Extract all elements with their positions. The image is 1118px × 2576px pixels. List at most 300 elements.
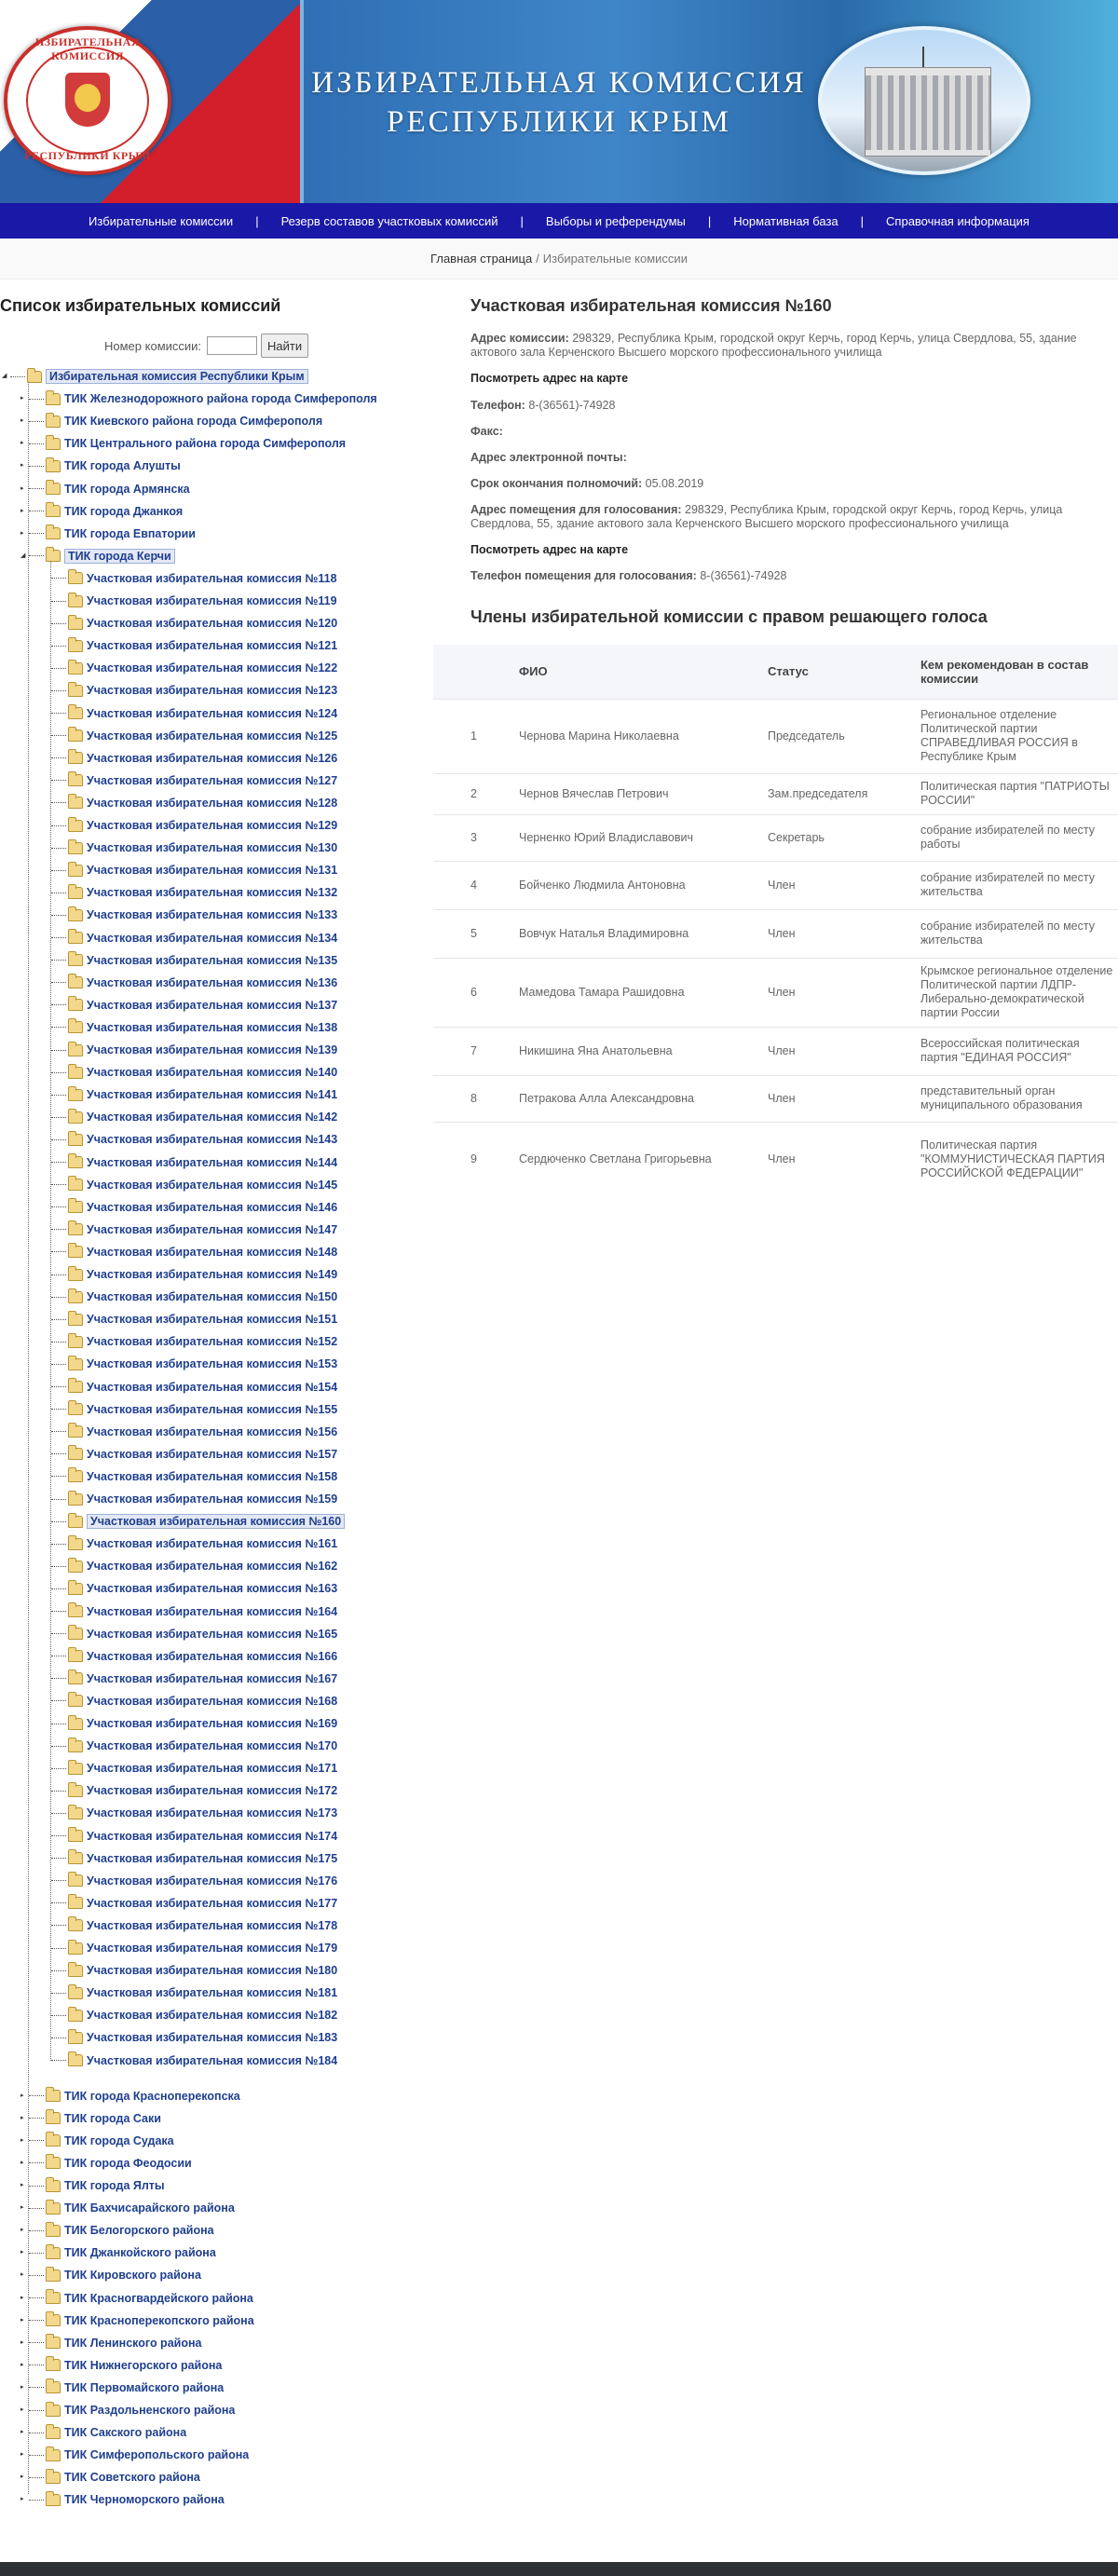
tree-node-label[interactable]: ТИК города Евпатории [64, 526, 196, 540]
tree-expand-icon[interactable]: ▸ [20, 2136, 24, 2144]
tree-node-label[interactable]: Участковая избирательная комиссия №144 [87, 1155, 338, 1169]
tree-node-uik[interactable] [43, 837, 337, 859]
tree-node-tik[interactable] [20, 2444, 249, 2466]
tree-node-label[interactable]: Участковая избирательная комиссия №124 [87, 706, 338, 720]
tree-node-tik[interactable] [20, 2219, 214, 2242]
tree-node-label[interactable]: Участковая избирательная комиссия №171 [87, 1762, 338, 1776]
tree-node-label[interactable]: Участковая избирательная комиссия №157 [87, 1447, 338, 1461]
folder-icon [46, 2225, 61, 2237]
tree-node-label[interactable]: ТИК Железнодорожного района города Симферополя [64, 392, 377, 406]
member-status: Председатель [768, 699, 920, 773]
tree-node-uik[interactable] [43, 1421, 337, 1443]
tree-node-label[interactable]: Участковая избирательная комиссия №148 [87, 1245, 338, 1259]
tree-node-uik[interactable] [43, 747, 337, 770]
tree-expand-icon [43, 979, 50, 987]
tree-expand-icon[interactable]: ▸ [20, 2361, 24, 2368]
tree-node-label[interactable]: Участковая избирательная комиссия №145 [87, 1178, 338, 1192]
tree-node-uik[interactable] [43, 612, 337, 634]
tree-node-uik[interactable] [43, 1106, 337, 1128]
nav-separator: | [860, 213, 865, 228]
tree-node-tik[interactable] [20, 2354, 222, 2377]
tree-node-uik[interactable] [43, 1668, 337, 1690]
tree-expand-icon[interactable]: ▸ [20, 462, 24, 470]
tree-node-uik[interactable] [43, 1152, 337, 1174]
tree-node-tik[interactable] [20, 2152, 192, 2174]
tree-node-label[interactable]: Участковая избирательная комиссия №126 [87, 751, 338, 765]
tree-node-label[interactable]: ТИК Раздольненского района [64, 2404, 236, 2417]
nav-item[interactable]: Справочная информация [886, 213, 1029, 228]
tree-connector [51, 623, 66, 624]
nav-item[interactable]: Выборы и референдумы [545, 213, 686, 228]
tree-node-tik[interactable] [20, 2466, 200, 2488]
folder-icon [46, 2449, 61, 2461]
tree-node-uik[interactable] [43, 1196, 337, 1219]
tree-node-label[interactable]: Участковая избирательная комиссия №137 [87, 998, 338, 1012]
folder-icon [68, 1650, 83, 1662]
tree-node-label[interactable]: Участковая избирательная комиссия №134 [87, 931, 338, 945]
tree-expand-icon [43, 1787, 50, 1794]
tree-node-label[interactable]: Участковая избирательная комиссия №180 [87, 1964, 338, 1978]
tree-node-label[interactable]: Участковая избирательная комиссия №156 [87, 1424, 338, 1438]
tree-node-label[interactable]: Участковая избирательная комиссия №138 [87, 1020, 338, 1034]
tree-node-uik[interactable] [43, 814, 337, 837]
tree-expand-icon[interactable]: ▸ [20, 2451, 24, 2459]
tree-node-uik[interactable] [43, 1847, 337, 1870]
tree-expand-icon[interactable]: ▸ [20, 2406, 24, 2413]
tree-node-tik[interactable] [20, 2174, 165, 2197]
tree-connector [29, 2140, 44, 2141]
tree-node-uik[interactable] [43, 1982, 337, 2004]
tree-node-label[interactable]: ТИК Кировского района [64, 2269, 201, 2283]
tree-node-label[interactable]: Участковая избирательная комиссия №163 [87, 1582, 338, 1596]
folder-icon [68, 1561, 83, 1573]
tree-expand-icon[interactable]: ▸ [20, 2182, 24, 2188]
tree-node-uik[interactable] [43, 1915, 337, 1937]
tree-node-label[interactable]: Участковая избирательная комиссия №127 [87, 773, 338, 787]
tree-node-label[interactable]: Участковая избирательная комиссия №152 [87, 1335, 338, 1349]
tree-node-label[interactable]: ТИК города Судака [64, 2133, 174, 2147]
tree-node-uik[interactable] [43, 881, 337, 904]
tree-expand-icon[interactable]: ▸ [20, 2227, 24, 2234]
tree-node-label[interactable]: ТИК города Ялты [64, 2179, 165, 2192]
tree-node-label[interactable]: Участковая избирательная комиссия №122 [87, 661, 338, 675]
tree-node-uik[interactable] [43, 1555, 337, 1577]
breadcrumb-current: Избирательные комиссии [542, 252, 688, 266]
tree-node-label[interactable]: Участковая избирательная комиссия №131 [87, 864, 338, 878]
col-num-header [433, 645, 519, 699]
tree-node-label[interactable]: Участковая избирательная комиссия №162 [87, 1560, 338, 1574]
tree-collapse-icon[interactable]: ◢ [20, 552, 26, 559]
tree-connector [51, 735, 66, 736]
commission-emblem-logo[interactable] [4, 26, 171, 175]
tree-node-uik[interactable] [43, 1937, 337, 1959]
tree-node-label[interactable]: Участковая избирательная комиссия №121 [87, 639, 338, 653]
folder-icon [68, 729, 83, 742]
folder-icon [46, 505, 61, 517]
tree-expand-icon [43, 1585, 50, 1592]
tree-node-label[interactable]: Участковая избирательная комиссия №128 [87, 796, 338, 810]
tree-node-label[interactable]: Участковая избирательная комиссия №146 [87, 1200, 338, 1214]
tree-node-label[interactable]: Участковая избирательная комиссия №118 [87, 571, 337, 585]
tree-expand-icon[interactable]: ▸ [20, 2338, 24, 2346]
nav-item[interactable]: Избирательные комиссии [89, 213, 234, 228]
tree-node-tik[interactable] [20, 2421, 186, 2444]
tree-node-tik[interactable] [20, 2197, 235, 2219]
tree-connector [51, 1768, 66, 1769]
tree-collapse-icon[interactable]: ◢ [2, 373, 7, 379]
tree-node-label[interactable]: ТИК Черноморского района [64, 2493, 225, 2507]
tree-node-uik[interactable] [43, 567, 337, 590]
tree-node-tik[interactable] [20, 478, 190, 500]
voting-phone-value: 8-(36561)-74928 [700, 569, 787, 582]
tree-expand-icon[interactable]: ▸ [20, 2271, 24, 2279]
tree-node-label[interactable]: Участковая избирательная комиссия №136 [87, 975, 338, 989]
tree-node-label[interactable]: Участковая избирательная комиссия №165 [87, 1627, 338, 1641]
tree-node-uik[interactable] [43, 1039, 337, 1061]
tree-node-tik[interactable] [20, 2287, 253, 2310]
tree-expand-icon[interactable]: ▸ [20, 2114, 24, 2121]
tree-node-label[interactable]: Участковая избирательная комиссия №179 [87, 1942, 338, 1955]
tree-connector [51, 915, 66, 916]
commission-number-input[interactable] [207, 336, 257, 355]
tree-node-label[interactable]: ТИК Киевского района города Симферополя [64, 415, 323, 429]
tree-node-uik[interactable] [43, 1802, 337, 1824]
tree-node-label[interactable]: Участковая избирательная комиссия №177 [87, 1896, 338, 1910]
tree-node-tik[interactable] [20, 2332, 201, 2354]
tree-node-uik[interactable] [43, 1061, 337, 1084]
tree-node-label[interactable]: Участковая избирательная комиссия №168 [87, 1694, 338, 1708]
tree-connector [51, 713, 66, 714]
tree-node-uik[interactable] [43, 1757, 337, 1779]
tree-node-label[interactable]: Участковая избирательная комиссия №178 [87, 1918, 338, 1932]
tree-node-uik[interactable] [43, 1870, 337, 1892]
tree-node-label[interactable]: Участковая избирательная комиссия №151 [87, 1313, 338, 1327]
tree-expand-icon[interactable]: ▸ [20, 2294, 24, 2301]
tree-connector [51, 1925, 66, 1926]
tree-node-label[interactable]: ТИК города Армянска [64, 482, 190, 496]
tree-node-uik[interactable] [43, 1330, 337, 1353]
tree-node-label[interactable]: Участковая избирательная комиссия №184 [87, 2053, 338, 2067]
tree-node-label[interactable]: Участковая избирательная комиссия №147 [87, 1222, 338, 1236]
folder-icon [46, 2090, 61, 2102]
tree-expand-icon[interactable]: ▸ [20, 2316, 24, 2324]
tree-expand-icon[interactable]: ▸ [20, 2092, 24, 2099]
tree-node-label[interactable]: Участковая избирательная комиссия №154 [87, 1380, 338, 1394]
tree-node-label[interactable]: Участковая избирательная комиссия №149 [87, 1268, 338, 1281]
nav-item[interactable]: Нормативная база [733, 213, 838, 228]
tree-node-uik[interactable] [43, 2026, 337, 2049]
tree-node-uik[interactable] [43, 1084, 337, 1106]
folder-icon [68, 1672, 83, 1684]
tree-node-uik[interactable] [43, 1892, 337, 1915]
tree-node-label[interactable]: Участковая избирательная комиссия №141 [87, 1088, 338, 1102]
folder-icon [27, 371, 42, 383]
folder-icon [68, 1852, 83, 1864]
tree-node-tik[interactable] [20, 2488, 225, 2511]
tree-node-label[interactable]: ТИК города Саки [64, 2111, 161, 2125]
tree-node-uik[interactable] [43, 770, 337, 792]
tree-node-uik[interactable] [43, 1510, 345, 1533]
tree-node-label[interactable]: Участковая избирательная комиссия №173 [87, 1806, 338, 1820]
tree-node-label[interactable]: Участковая избирательная комиссия №161 [87, 1537, 338, 1551]
tree-node-uik[interactable] [43, 1263, 337, 1286]
tree-node-label[interactable]: ТИК города Красноперекопска [64, 2089, 240, 2103]
tree-expand-icon[interactable]: ▸ [20, 2496, 24, 2503]
tree-connector [51, 1880, 66, 1881]
tree-node-label[interactable]: Участковая избирательная комиссия №174 [87, 1829, 338, 1843]
tree-node-uik[interactable] [43, 1174, 337, 1196]
folder-icon [68, 1493, 83, 1506]
tree-node-label[interactable]: ТИК Красногвардейского района [64, 2291, 253, 2305]
tree-node-uik[interactable] [43, 1241, 337, 1263]
tree-node-label[interactable]: Участковая избирательная комиссия №123 [87, 684, 338, 698]
tree-connector [51, 1297, 66, 1298]
tree-node-uik[interactable] [43, 1959, 337, 1982]
tree-node-label[interactable]: ТИК Советского района [64, 2471, 200, 2485]
tree-node-label[interactable]: Участковая избирательная комиссия №143 [87, 1133, 338, 1147]
tree-connector [51, 848, 66, 849]
tree-node-uik[interactable] [43, 725, 337, 747]
tree-node-tik-expanded[interactable] [20, 545, 175, 567]
tree-node-label[interactable]: ТИК города Керчи [64, 549, 175, 564]
tree-expand-icon[interactable]: ▸ [20, 2159, 24, 2166]
tree-connector [51, 1095, 66, 1096]
voting-address-value: 298329, Республика Крым, городской округ Керчь, город Керчь, улица Свердлова, 55, здание актового зала Керченского Высшего морского профессионального училища [470, 503, 1063, 530]
tree-node-label[interactable]: Участковая избирательная комиссия №140 [87, 1066, 338, 1080]
folder-icon [68, 1538, 83, 1550]
tree-node-tik[interactable] [20, 2377, 224, 2399]
tree-node-label[interactable]: Участковая избирательная комиссия №183 [87, 2031, 338, 2045]
tree-expand-icon [43, 822, 50, 829]
tree-expand-icon[interactable]: ▸ [20, 507, 24, 514]
tree-node-uik[interactable] [43, 1779, 337, 1802]
member-status: Член [768, 1122, 920, 1196]
commission-title: Участковая избирательная комиссия №160 [470, 296, 832, 315]
tree-node-uik[interactable] [43, 1353, 337, 1375]
tree-connector [29, 2208, 44, 2209]
tree-node-uik[interactable] [43, 1601, 337, 1623]
tree-node-tik[interactable] [20, 388, 377, 410]
tree-node-label[interactable]: Участковая избирательная комиссия №130 [87, 841, 338, 855]
member-row [433, 1075, 1118, 1122]
tree-node-label[interactable]: Участковая избирательная комиссия №119 [87, 594, 337, 607]
tree-node-uik[interactable] [43, 1533, 337, 1555]
tree-expand-icon[interactable]: ▸ [20, 2429, 24, 2436]
nav-item[interactable]: Резерв составов участковых комиссий [280, 213, 498, 228]
tree-node-label[interactable]: Участковая избирательная комиссия №159 [87, 1492, 338, 1506]
tree-connector [51, 1835, 66, 1836]
tree-node-uik[interactable] [43, 949, 337, 972]
tree-expand-icon[interactable]: ▸ [20, 484, 24, 492]
tree-node-tik[interactable] [20, 500, 183, 523]
folder-icon [68, 1628, 83, 1640]
tree-node-uik[interactable] [43, 2004, 337, 2026]
tree-expand-icon[interactable]: ▸ [20, 2204, 24, 2212]
tree-node-label[interactable]: Участковая избирательная комиссия №120 [87, 617, 338, 631]
tree-node-label[interactable]: ТИК Сакского района [64, 2426, 187, 2440]
tree-connector [51, 1117, 66, 1118]
tree-expand-icon[interactable]: ▸ [20, 2383, 24, 2391]
tree-node-uik[interactable] [43, 1308, 337, 1330]
tree-node-label[interactable]: ТИК Джанкойского района [64, 2246, 216, 2260]
tree-node-label[interactable]: Участковая избирательная комиссия №169 [87, 1717, 338, 1730]
building-facade [865, 67, 991, 157]
emblem-text-top: ИЗБИРАТЕЛЬНАЯ КОМИССИЯ [34, 35, 141, 62]
member-recommended: собрание избирателей по месту жительства [920, 861, 1118, 909]
tree-node-label[interactable]: Участковая избирательная комиссия №170 [87, 1739, 338, 1753]
tree-node-tik[interactable] [20, 410, 322, 432]
tree-node-label[interactable]: Участковая избирательная комиссия №155 [87, 1402, 338, 1416]
folder-icon [68, 1381, 83, 1393]
tree-node-tik[interactable] [20, 2310, 254, 2332]
tree-connector [29, 2297, 44, 2298]
tree-node-uik[interactable] [43, 2050, 337, 2072]
tree-node-label[interactable]: ТИК Нижнегорского района [64, 2358, 223, 2372]
tree-connector [51, 1633, 66, 1634]
tree-node-label[interactable]: Участковая избирательная комиссия №172 [87, 1784, 338, 1798]
folder-icon [68, 1201, 83, 1213]
tree-node-uik[interactable] [43, 927, 337, 949]
breadcrumb-home-link[interactable]: Главная страница [430, 252, 533, 266]
tree-node-uik[interactable] [43, 590, 337, 612]
tree-node-label[interactable]: Участковая избирательная комиссия №166 [87, 1649, 338, 1663]
tree-node-uik[interactable] [43, 1398, 337, 1421]
tree-node-tik[interactable] [20, 2264, 201, 2286]
tree-node-tik[interactable] [20, 455, 181, 477]
tree-node-label[interactable]: ТИК города Феодосии [64, 2156, 192, 2170]
tree-node-label[interactable]: ТИК Красноперекопского района [64, 2313, 254, 2327]
tree-node-label[interactable]: ТИК Симферопольского района [64, 2448, 250, 2462]
tree-node-label[interactable]: ТИК Центрального района города Симферополя [64, 437, 347, 451]
tree-node-uik[interactable] [43, 792, 337, 814]
tree-node-label[interactable]: Участковая избирательная комиссия №176 [87, 1874, 338, 1888]
tree-connector [51, 757, 66, 758]
folder-icon [68, 1695, 83, 1707]
tree-node-uik[interactable] [43, 1623, 337, 1645]
tree-connector [51, 646, 66, 647]
commission-phone [470, 399, 1113, 413]
tree-node-uik[interactable] [43, 1465, 337, 1488]
map-link-commission[interactable]: Посмотреть адрес на карте [470, 372, 629, 385]
tree-expand-icon[interactable]: ▸ [20, 2249, 24, 2256]
tree-expand-icon[interactable]: ▸ [20, 440, 24, 447]
folder-icon [68, 1269, 83, 1281]
tree-node-uik[interactable] [43, 904, 337, 926]
tree-node-uik[interactable] [43, 859, 337, 881]
tree-node-label[interactable]: Участковая избирательная комиссия №164 [87, 1604, 338, 1618]
tree-node-label[interactable]: ТИК Первомайского района [64, 2380, 225, 2394]
tree-node-label[interactable]: Участковая избирательная комиссия №142 [87, 1111, 338, 1124]
tree-node-uik[interactable] [43, 1488, 337, 1510]
tree-node-tik[interactable] [20, 432, 346, 455]
tree-node-uik[interactable] [43, 1376, 337, 1398]
tree-node-tik[interactable] [20, 2085, 240, 2107]
tree-expand-icon [43, 732, 50, 740]
tree-node-label[interactable]: Участковая избирательная комиссия №182 [87, 2009, 338, 2023]
tree-node-uik[interactable] [43, 1690, 337, 1712]
tree-connector [29, 2342, 44, 2343]
tree-expand-icon[interactable]: ▸ [20, 395, 24, 402]
folder-icon [68, 618, 83, 630]
tree-node-uik[interactable] [43, 1286, 337, 1308]
tree-expand-icon [43, 957, 50, 964]
tree-expand-icon [43, 911, 50, 919]
folder-icon [46, 438, 61, 450]
phone-label: Телефон: [470, 399, 525, 412]
tree-node-uik[interactable] [43, 657, 337, 679]
tree-expand-icon[interactable]: ▸ [20, 417, 24, 425]
tree-node-tik[interactable] [20, 2399, 235, 2421]
tree-node-label[interactable]: Участковая избирательная комиссия №133 [87, 908, 338, 922]
tree-node-label[interactable]: Участковая избирательная комиссия №158 [87, 1469, 338, 1483]
tree-node-tik[interactable] [20, 2242, 216, 2264]
tree-node-label[interactable]: ТИК Белогорского района [64, 2224, 214, 2238]
tree-node-label[interactable]: Участковая избирательная комиссия №175 [87, 1851, 338, 1865]
tree-node-uik[interactable] [43, 972, 337, 994]
tree-node-tik[interactable] [20, 523, 196, 545]
tree-node-label[interactable]: Участковая избирательная комиссия №153 [87, 1357, 338, 1371]
map-link-voting[interactable]: Посмотреть адрес на карте [470, 543, 629, 556]
tree-node-uik[interactable] [43, 1016, 337, 1039]
tree-node-uik[interactable] [43, 994, 337, 1016]
tree-node-uik[interactable] [43, 1128, 337, 1151]
tree-expand-icon [43, 1293, 50, 1301]
tree-node-label[interactable]: Участковая избирательная комиссия №160 [87, 1514, 345, 1529]
tree-node-uik[interactable] [43, 1645, 337, 1668]
tree-connector [51, 1948, 66, 1949]
member-fio: Бойченко Людмила Антоновна [519, 861, 768, 909]
tree-node-label[interactable]: ТИК Ленинского района [64, 2336, 202, 2350]
tree-node-label[interactable]: Участковая избирательная комиссия №181 [87, 1986, 338, 2000]
tree-node-uik[interactable] [43, 1825, 337, 1847]
tree-connector [29, 2230, 44, 2231]
tree-node-label[interactable]: Участковая избирательная комиссия №150 [87, 1290, 338, 1304]
tree-node-uik[interactable] [43, 679, 337, 702]
tree-node-label[interactable]: Участковая избирательная комиссия №139 [87, 1043, 338, 1056]
member-status: Зам.председателя [768, 773, 920, 814]
tree-node-root[interactable] [2, 365, 308, 388]
tree-node-label[interactable]: Участковая избирательная комиссия №135 [87, 953, 338, 967]
tree-node-uik[interactable] [43, 1577, 337, 1600]
tree-node-label[interactable]: Избирательная комиссия Республики Крым [46, 369, 308, 384]
folder-icon [68, 1897, 83, 1909]
tree-node-uik[interactable] [43, 1219, 337, 1241]
tree-node-label[interactable]: ТИК города Алушты [64, 459, 181, 473]
tree-node-uik[interactable] [43, 1443, 337, 1465]
tree-node-uik[interactable] [43, 702, 337, 725]
folder-icon [46, 2381, 61, 2393]
tree-expand-icon[interactable]: ▸ [20, 529, 24, 537]
tree-node-label[interactable]: Участковая избирательная комиссия №132 [87, 886, 338, 900]
tree-node-label[interactable]: ТИК Бахчисарайского района [64, 2201, 235, 2215]
member-recommended: Крымское региональное отделение Политической партии ЛДПР-Либерально-демократической партии России [920, 958, 1118, 1027]
tree-connector [51, 1970, 66, 1971]
tree-expand-icon[interactable]: ▸ [20, 2474, 24, 2481]
tree-node-label[interactable]: ТИК города Джанкоя [64, 504, 184, 518]
tree-node-uik[interactable] [43, 1735, 337, 1757]
tree-node-tik[interactable] [20, 2107, 161, 2130]
members-table [433, 645, 1118, 1196]
tree-node-uik[interactable] [43, 1712, 337, 1735]
tree-node-label[interactable]: Участковая избирательная комиссия №129 [87, 819, 338, 832]
tree-node-label[interactable]: Участковая избирательная комиссия №167 [87, 1671, 338, 1685]
tree-node-label[interactable]: Участковая избирательная комиссия №125 [87, 729, 338, 743]
search-button[interactable]: Найти [261, 334, 308, 358]
folder-icon [46, 2314, 61, 2326]
tree-node-uik[interactable] [43, 634, 337, 657]
tree-connector [51, 1364, 66, 1365]
tree-node-tik[interactable] [20, 2130, 174, 2152]
